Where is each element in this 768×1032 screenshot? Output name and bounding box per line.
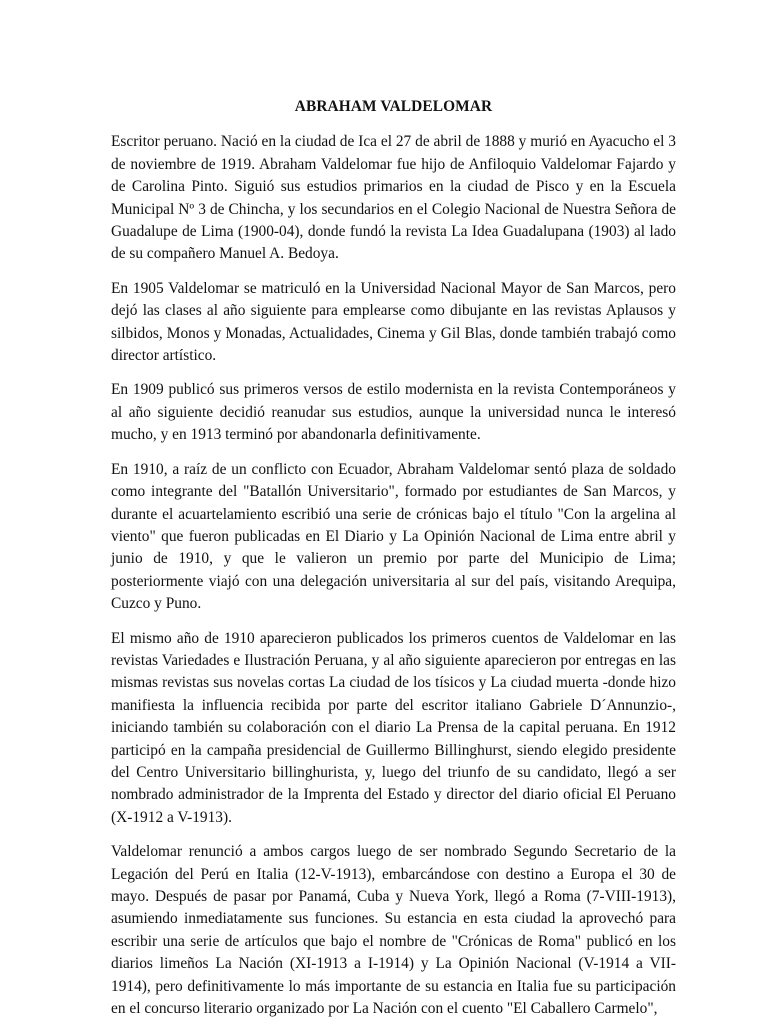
paragraph-3: En 1909 publicó sus primeros versos de estilo modernista en la revista Contemporáneos y al año siguiente decidió reanudar sus estudios, aunque la universidad nunca le interesó mucho, y en 1913 terminó por abandonarla definitivamente. bbox=[111, 381, 676, 444]
document-title: ABRAHAM VALDELOMAR bbox=[294, 98, 493, 115]
paragraph-6: Valdelomar renunció a ambos cargos luego de ser nombrado Segundo Secretario de la Legación del Perú en Italia (12-V-1913), embarcándose con destino a Europa el 30 de mayo. Después de pasar por Panamá, Cuba y Nueva York, llegó a Roma (7-VIII-1913), asumiendo inmediatamente sus funciones. Su estancia en esta ciudad la aprovechó para escribir una serie de artículos que bajo el nombre de "Crónicas de Roma" publicó en los diarios limeños La Nación (XI-1913 a I-1914) y La Opinión Nacional (V-1914 a VII-1914), pero definitivamente lo más importante de su estancia en Italia fue su participación en el concurso literario organizado por La Nación con el cuento "El Caballero Carmelo", bbox=[111, 843, 676, 1018]
paragraph-4: En 1910, a raíz de un conflicto con Ecuador, Abraham Valdelomar sentó plaza de soldado como integrante del "Batallón Universitario", formado por estudiantes de San Marcos, y durante el acuartelamiento escribió una serie de crónicas bajo el título "Con la argelina al viento" que fueron publicadas en El Diario y La Opinión Nacional de Lima entre abril y junio de 1910, y que le valieron un premio por parte del Municipio de Lima; posteriormente viajó con una delegación universitaria al sur del país, visitando Arequipa, Cuzco y Puno. bbox=[111, 460, 676, 613]
document-page bbox=[111, 96, 676, 1032]
paragraph-2: En 1905 Valdelomar se matriculó en la Universidad Nacional Mayor de San Marcos, pero dejó las clases al año siguiente para emplearse como dibujante en las revistas Aplausos y silbidos, Monos y Monadas, Actualidades, Cinema y Gil Blas, donde también trabajó como director artístico. bbox=[111, 279, 676, 365]
paragraph-5: El mismo año de 1910 aparecieron publicados los primeros cuentos de Valdelomar en las revistas Variedades e Ilustración Peruana, y al año siguiente aparecieron por entregas en las mismas revistas sus novelas cortas La ciudad de los tísicos y La ciudad muerta -donde hizo manifiesta la influencia recibida por parte del escritor italiano Gabriele D´Annunzio-, iniciando también su colaboración con el diario La Prensa de la capital peruana. En 1912 participó en la campaña presidencial de Guillermo Billinghurst, siendo elegido presidente del Centro Universitario billinghurista, y, luego del triunfo de su candidato, llegó a ser nombrado administrador de la Imprenta del Estado y director del diario oficial El Peruano (X-1912 a V-1913). bbox=[111, 629, 676, 826]
paragraph-1: Escritor peruano. Nació en la ciudad de Ica el 27 de abril de 1888 y murió en Ayacucho el 3 de noviembre de 1919. Abraham Valdelomar fue hijo de Anfiloquio Valdelomar Fajardo y de Carolina Pinto. Siguió sus estudios primarios en la ciudad de Pisco y en la Escuela Municipal Nº 3 de Chincha, y los secundarios en el Colegio Nacional de Nuestra Señora de Guadalupe de Lima (1900-04), donde fundó la revista La Idea Guadalupana (1903) al lado de su compañero Manuel A. Bedoya. bbox=[111, 133, 676, 263]
